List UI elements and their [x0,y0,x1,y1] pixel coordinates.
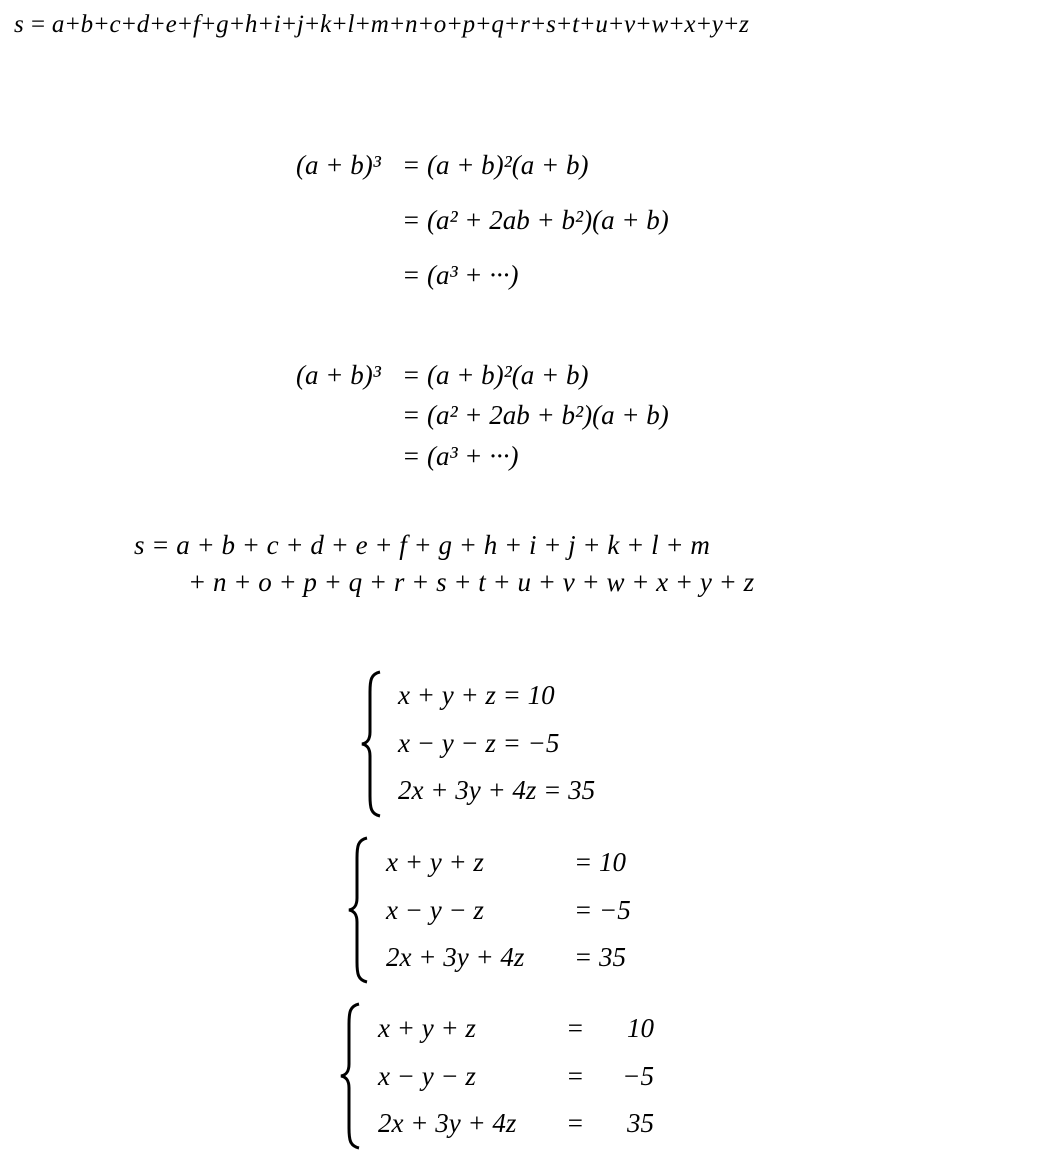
equation-lhs: 2x + 3y + 4z [386,942,525,972]
equation-relation: = [566,1061,585,1091]
left-brace-icon [360,670,384,818]
equation-relation: = [566,1108,585,1138]
multline-line-2: + n + o + p + q + r + s + t + u + v + w + x + y + z [188,567,755,597]
equation-relation: = [566,1013,585,1043]
align-line-1: = (a + b)²(a + b) [402,360,589,390]
multline-line-1: s = a + b + c + d + e + f + g + h + i + j + k + l + m [134,530,710,560]
align-line-2: = (a² + 2ab + b²)(a + b) [402,400,669,430]
equation-rhs: = 35 [574,942,626,972]
equation-rhs: −5 [622,1061,654,1091]
equation-row: 2x + 3y + 4z = 35 [398,775,596,805]
equation-row: x + y + z = 10 [398,680,555,710]
long-sum-inline: s = a+b+c+d+e+f+g+h+i+j+k+l+m+n+o+p+q+r+s+t+u+v+w+x+y+z [14,11,749,38]
align-line-3: = (a³ + ···) [402,441,519,471]
equation-rhs: 10 [627,1013,654,1043]
align-line-1: = (a + b)²(a + b) [402,150,589,180]
equation-lhs: x − y − z [378,1061,476,1091]
left-brace-icon [347,836,371,984]
equation-lhs: 2x + 3y + 4z [378,1108,517,1138]
align-lhs: (a + b)³ [296,150,381,180]
equation-lhs: x + y + z [386,847,484,877]
align-lhs: (a + b)³ [296,360,381,390]
equation-lhs: x − y − z [386,895,484,925]
equation-rhs: = −5 [574,895,631,925]
align-line-2: = (a² + 2ab + b²)(a + b) [402,205,669,235]
equation-row: x − y − z = −5 [398,728,560,758]
left-brace-icon [339,1002,363,1150]
equation-rhs: = 10 [574,847,626,877]
equation-lhs: x + y + z [378,1013,476,1043]
equation-rhs: 35 [627,1108,654,1138]
align-line-3: = (a³ + ···) [402,260,519,290]
